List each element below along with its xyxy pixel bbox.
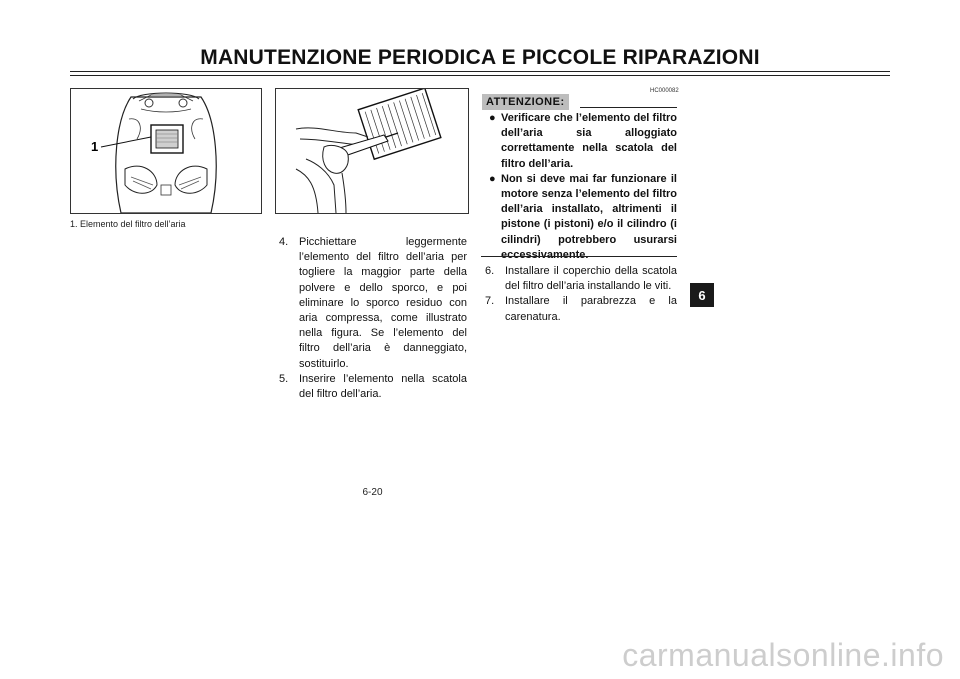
chapter-tab: 6 [690,283,714,307]
step-item [481,294,677,324]
bullet-icon: ● [489,172,496,185]
caution-code: HC000082 [650,88,679,94]
step-text: Inserire l’elemento nella scatola del filtro dell’aria. [299,372,467,401]
caution-text: Verificare che l’elemento del filtro dell’aria sia alloggiato correttamente nella scatola del filtro dell’aria. [501,112,677,170]
caution-rule-top [580,107,677,108]
figure-caption: 1. Elemento del filtro dell’aria [70,219,186,229]
page-title: MANUTENZIONE PERIODICA E PICCOLE RIPARAZIONI [200,46,760,69]
step-item [275,372,467,402]
step-text: Installare il parabrezza e la carenatura. [505,295,677,323]
step-number: 7. [485,295,495,308]
step-text: Picchiettare leggermente l’elemento del filtro dell’aria per togliere la maggior parte della polvere e dello sporco, e poi eliminare lo sporco residuo con aria compressa, come illustrato nella figura. Se l’elemento del filtro dell’aria è danneggiato, sostituirlo. [299,236,467,370]
caution-item [481,111,677,172]
page-number: 6-20 [362,487,383,498]
callout-number: 1 [91,139,99,154]
scooter-air-filter-illustration [70,88,262,214]
caution-label: ATTENZIONE: [482,94,569,110]
caution-rule-bottom [481,256,677,257]
compressed-air-cleaning-illustration [275,88,469,214]
title-rule-thin [70,75,890,76]
step-text: Installare il coperchio della scatola del filtro dell’aria installando le viti. [505,265,677,293]
title-rule [70,71,890,72]
caution-item [481,172,677,263]
step-number: 6. [485,265,495,277]
step-item [481,264,677,294]
caution-list [481,111,677,263]
procedure-steps-right [481,264,677,325]
step-item [275,235,467,372]
watermark: carmanualsonline.info [622,637,944,673]
caution-text: Non si deve mai far funzionare il motore senza l’elemento del filtro dell’aria installato, altrimenti il pistone (i pistoni) e/o il cilindro (i cilindri) potrebbero usurarsi eccessivamente. [501,172,677,261]
scooter-front-drawing [71,89,261,213]
bullet-icon: ● [489,112,496,124]
step-number: 4. [279,236,289,248]
procedure-steps-left [275,235,467,402]
hands-air-gun-drawing [276,89,468,213]
step-number: 5. [279,372,289,385]
